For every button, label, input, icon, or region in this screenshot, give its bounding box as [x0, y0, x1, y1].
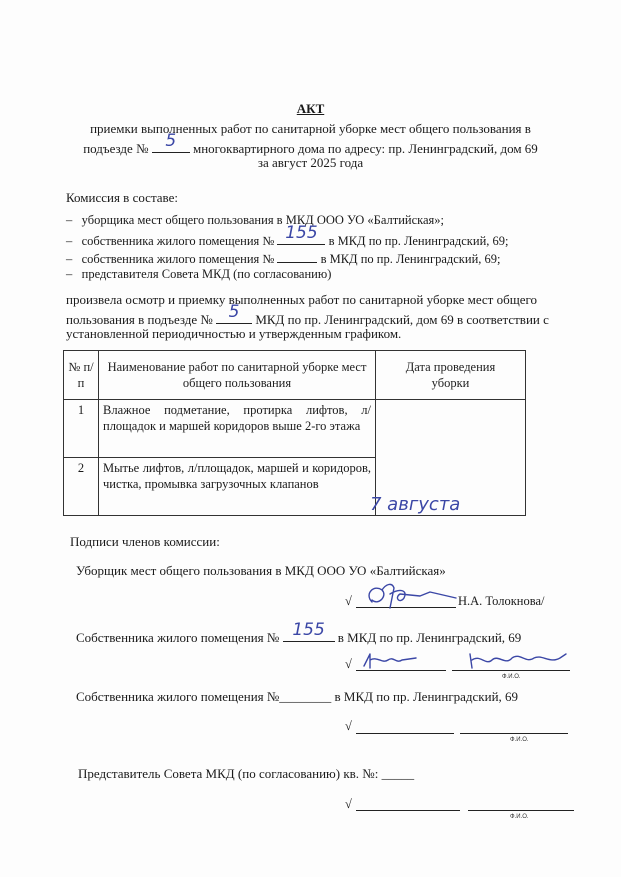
owner1-line: [76, 620, 522, 646]
col-date-header: Дата проведения уборки: [376, 351, 526, 400]
entrance-number-handwritten: 5: [165, 131, 177, 151]
table-row: [64, 400, 526, 458]
rep-signature-line: [356, 810, 460, 811]
commission-member-4: [66, 266, 331, 282]
rep-fio-caption: Ф.И.О.: [510, 814, 529, 820]
member-1-text: уборщика мест общего пользования в МКД ООО УО «Балтийская»;: [81, 213, 445, 227]
owner1-label: Собственника жилого помещения №: [76, 630, 280, 645]
body-entrance-label: пользования в подъезде №: [66, 312, 213, 327]
owner2-name-line: [460, 733, 568, 734]
body-line-1: произвела осмотр и приемку выполненных работ по санитарной уборке мест общего: [66, 292, 538, 307]
doc-period: за август 2025 года: [257, 155, 364, 170]
subtitle-entrance-label: подъезде №: [83, 141, 149, 156]
entrance-number-field: [152, 131, 190, 153]
body-entrance-handwritten: 5: [228, 302, 240, 322]
check-mark: √: [345, 657, 352, 671]
member-3-address: в МКД по пр. Ленинградский, 69;: [320, 252, 501, 266]
cleaner-name: Н.А. Толокнова/: [458, 594, 545, 608]
row-number: 2: [64, 458, 99, 516]
commission-member-1: [66, 212, 444, 228]
subtitle-address: многоквартирного дома по адресу: пр. Ленинградский, дом 69: [192, 141, 538, 156]
col-name-header: Наименование работ по санитарной уборке мест общего пользования: [99, 351, 376, 400]
member-4-text: представителя Совета МКД (по согласованию): [81, 267, 332, 281]
doc-subtitle-line1: приемки выполненных работ по санитарной уборке мест общего пользования в: [90, 121, 531, 136]
works-table: [63, 350, 526, 516]
owner1-signature: [360, 650, 570, 674]
member-3-apartment-field: [277, 248, 317, 263]
member-2-apartment-field: [277, 223, 325, 245]
owner2-fio-caption: Ф.И.О.: [510, 737, 529, 743]
member-2-text: собственника жилого помещения №: [81, 234, 275, 248]
check-mark: √: [345, 797, 352, 811]
body-entrance-field: [216, 302, 252, 324]
owner1-apartment-handwritten: 155: [292, 620, 325, 640]
commission-heading: Комиссия в составе:: [66, 190, 178, 205]
member-2-apartment-handwritten: 155: [285, 223, 318, 243]
owner2-line: Собственника жилого помещения №________ в МКД по пр. Ленинградский, 69: [76, 689, 519, 704]
col-number-header: № п/п: [64, 351, 99, 400]
owner1-apartment-field: [283, 620, 335, 642]
owner1-fio-caption: Ф.И.О.: [502, 674, 521, 680]
signatures-heading: Подписи членов комиссии:: [70, 534, 220, 549]
owner1-address: в МКД по пр. Ленинградский, 69: [337, 630, 522, 645]
date-cell: [370, 400, 526, 516]
rep-name-line: [468, 810, 574, 811]
bullet: –: [66, 267, 73, 281]
bullet: –: [66, 252, 73, 266]
owner2-signature-line: [356, 733, 454, 734]
member-3-text: собственника жилого помещения №: [81, 252, 275, 266]
member-2-address: в МКД по пр. Ленинградский, 69;: [328, 234, 509, 248]
cleaner-signature: [360, 580, 450, 612]
council-representative-line: Представитель Совета МКД (по согласованию) кв. №: _____: [78, 766, 415, 781]
check-mark: √: [345, 719, 352, 733]
commission-member-3: [66, 248, 500, 267]
bullet: –: [66, 234, 73, 248]
row-number: 1: [64, 400, 99, 458]
cleaner-line: Уборщик мест общего пользования в МКД ООО УО «Балтийская»: [76, 563, 446, 578]
table-header-row: [64, 351, 526, 400]
body-address: МКД по пр. Ленинградский, дом 69 в соответствии с: [255, 312, 549, 327]
row-work-name: Влажное подметание, протирка лифтов, л/площадок и маршей коридоров выше 2-го этажа: [99, 400, 376, 458]
body-line-3: установленной периодичностью и утвержденным графиком.: [66, 326, 402, 341]
commission-member-2: [66, 223, 509, 249]
check-mark: √: [345, 594, 352, 608]
date-handwritten: 7 августа: [370, 494, 461, 515]
doc-title: АКТ: [296, 101, 325, 116]
bullet: –: [66, 213, 73, 227]
row-work-name: Мытье лифтов, л/площадок, маршей и коридоров, чистка, промывка загрузочных клапанов: [99, 458, 376, 516]
